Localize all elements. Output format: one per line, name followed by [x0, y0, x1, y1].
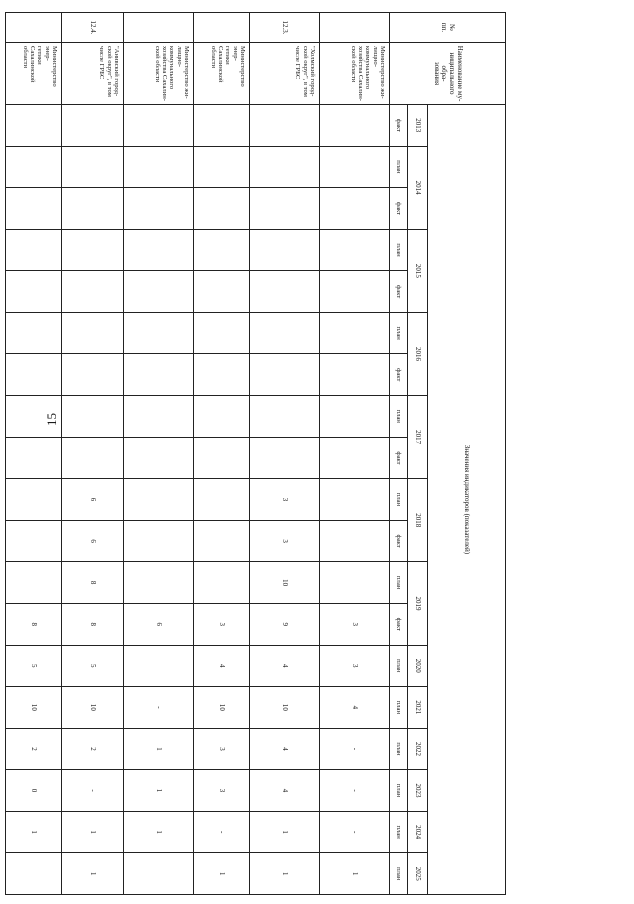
header-year: 2023	[408, 770, 428, 812]
table-row	[124, 13, 194, 895]
header-values: Значения индикаторов (показателей)	[428, 105, 506, 895]
value-cell: -	[194, 811, 250, 853]
value-cell	[194, 562, 250, 604]
value-cell: 1	[124, 811, 194, 853]
value-cell	[320, 354, 390, 396]
header-year: 2021	[408, 687, 428, 729]
row-name: Министерство жи- лищно- коммунального хозяйства Сахалин- ской области	[124, 43, 194, 105]
header-sub: план	[390, 687, 408, 729]
value-cell: 3	[194, 603, 250, 645]
value-cell	[124, 520, 194, 562]
value-cell	[124, 312, 194, 354]
value-cell: 1	[62, 853, 124, 895]
table-row	[250, 13, 320, 895]
value-cell	[124, 437, 194, 479]
value-cell: 3	[250, 479, 320, 521]
value-cell: 8	[62, 603, 124, 645]
value-cell	[250, 188, 320, 230]
indicator-table-wrapper	[22, 12, 506, 894]
header-sub: факт	[390, 437, 408, 479]
value-cell: 4	[250, 770, 320, 812]
value-cell	[250, 271, 320, 313]
value-cell: 5	[62, 645, 124, 687]
header-year: 2017	[408, 396, 428, 479]
indicator-table	[5, 12, 506, 895]
value-cell	[6, 312, 62, 354]
row-number	[320, 13, 390, 43]
value-cell	[124, 853, 194, 895]
header-sub: план	[390, 479, 408, 521]
value-cell	[124, 229, 194, 271]
value-cell: 10	[6, 687, 62, 729]
header-year: 2013	[408, 105, 428, 147]
value-cell	[6, 271, 62, 313]
value-cell: 6	[124, 603, 194, 645]
value-cell	[6, 188, 62, 230]
value-cell	[6, 853, 62, 895]
value-cell	[124, 146, 194, 188]
value-cell: 6	[62, 520, 124, 562]
value-cell: -	[320, 770, 390, 812]
row-number	[124, 13, 194, 43]
value-cell: 10	[250, 687, 320, 729]
header-sub: план	[390, 811, 408, 853]
value-cell: 2	[62, 728, 124, 770]
header-sub: план	[390, 562, 408, 604]
value-cell	[194, 229, 250, 271]
value-cell: -	[62, 770, 124, 812]
value-cell	[194, 188, 250, 230]
value-cell	[62, 188, 124, 230]
value-cell	[194, 479, 250, 521]
value-cell	[320, 146, 390, 188]
row-name: Министерство жи- лищно- коммунального хозяйства Сахалин- ской области	[320, 43, 390, 105]
value-cell	[320, 105, 390, 147]
value-cell: 6	[62, 479, 124, 521]
value-cell: 5	[6, 645, 62, 687]
row-name: "Анивский город- ской округ", в том числе ГРБС	[62, 43, 124, 105]
value-cell: 4	[194, 645, 250, 687]
value-cell: 1	[124, 728, 194, 770]
header-sub: факт	[390, 271, 408, 313]
value-cell	[320, 396, 390, 438]
value-cell: 3	[320, 603, 390, 645]
header-sub: факт	[390, 520, 408, 562]
value-cell	[62, 229, 124, 271]
value-cell	[194, 396, 250, 438]
header-sub: план	[390, 853, 408, 895]
value-cell: -	[124, 687, 194, 729]
value-cell	[250, 396, 320, 438]
value-cell: 8	[62, 562, 124, 604]
value-cell: 1	[250, 853, 320, 895]
value-cell: 10	[62, 687, 124, 729]
value-cell	[250, 229, 320, 271]
header-year: 2024	[408, 811, 428, 853]
header-sub: факт	[390, 354, 408, 396]
value-cell	[250, 105, 320, 147]
value-cell: 3	[250, 520, 320, 562]
value-cell: 1	[124, 770, 194, 812]
value-cell: 4	[250, 645, 320, 687]
value-cell: 1	[6, 811, 62, 853]
value-cell: 9	[250, 603, 320, 645]
value-cell: 10	[194, 687, 250, 729]
value-cell	[250, 146, 320, 188]
value-cell	[62, 354, 124, 396]
header-sub: план	[390, 645, 408, 687]
value-cell	[6, 105, 62, 147]
page-number: 15	[44, 413, 59, 426]
header-sub: план	[390, 229, 408, 271]
value-cell	[320, 188, 390, 230]
value-cell	[124, 271, 194, 313]
value-cell	[194, 437, 250, 479]
value-cell	[6, 562, 62, 604]
row-name: Министерство энер- гетики Сахалинской области	[194, 43, 250, 105]
header-sub: факт	[390, 105, 408, 147]
value-cell: 3	[194, 728, 250, 770]
value-cell	[6, 229, 62, 271]
row-name: Министерство энер- гетики Сахалинской области	[6, 43, 62, 105]
value-cell	[62, 105, 124, 147]
value-cell	[6, 479, 62, 521]
value-cell	[320, 229, 390, 271]
value-cell	[250, 354, 320, 396]
value-cell	[250, 437, 320, 479]
row-name: "Холмский город- ской округ", в том числе ГРБС	[250, 43, 320, 105]
header-year: 2018	[408, 479, 428, 562]
value-cell: 8	[6, 603, 62, 645]
value-cell	[124, 354, 194, 396]
value-cell: 1	[194, 853, 250, 895]
header-sub: план	[390, 146, 408, 188]
value-cell	[320, 271, 390, 313]
value-cell	[124, 105, 194, 147]
value-cell: 1	[250, 811, 320, 853]
value-cell: 4	[320, 687, 390, 729]
value-cell: -	[320, 811, 390, 853]
header-year: 2020	[408, 645, 428, 687]
value-cell	[6, 354, 62, 396]
value-cell	[6, 146, 62, 188]
value-cell	[320, 479, 390, 521]
header-year: 2025	[408, 853, 428, 895]
value-cell	[194, 312, 250, 354]
value-cell	[320, 312, 390, 354]
header-sub: план	[390, 728, 408, 770]
value-cell	[194, 354, 250, 396]
value-cell: 3	[320, 645, 390, 687]
value-cell	[62, 146, 124, 188]
value-cell	[320, 437, 390, 479]
table-body	[6, 13, 390, 895]
value-cell	[194, 271, 250, 313]
value-cell	[194, 105, 250, 147]
row-number	[6, 13, 62, 43]
value-cell: 1	[62, 811, 124, 853]
header-year: 2019	[408, 562, 428, 645]
row-number: 12.3.	[250, 13, 320, 43]
header-sub: план	[390, 770, 408, 812]
header-year: 2022	[408, 728, 428, 770]
table-row	[320, 13, 390, 895]
header-year: 2015	[408, 229, 428, 312]
value-cell	[124, 562, 194, 604]
value-cell	[124, 188, 194, 230]
value-cell: 2	[6, 728, 62, 770]
row-number	[194, 13, 250, 43]
table-row	[6, 13, 62, 895]
value-cell: 0	[6, 770, 62, 812]
value-cell	[6, 396, 62, 438]
header-sub: план	[390, 396, 408, 438]
value-cell	[194, 520, 250, 562]
value-cell	[124, 645, 194, 687]
value-cell: 4	[250, 728, 320, 770]
value-cell	[194, 146, 250, 188]
table-header	[390, 13, 506, 895]
value-cell	[62, 396, 124, 438]
value-cell: 1	[320, 853, 390, 895]
table-row	[62, 13, 124, 895]
value-cell	[124, 479, 194, 521]
value-cell	[320, 520, 390, 562]
row-number: 12.4.	[62, 13, 124, 43]
value-cell	[62, 437, 124, 479]
value-cell	[62, 271, 124, 313]
table-row	[194, 13, 250, 895]
header-name: Наименование му- ниципального обра- зования	[390, 43, 506, 105]
header-year: 2016	[408, 312, 428, 395]
value-cell	[124, 396, 194, 438]
header-year: 2014	[408, 146, 428, 229]
value-cell: 3	[194, 770, 250, 812]
header-sub: факт	[390, 603, 408, 645]
value-cell	[62, 312, 124, 354]
value-cell	[320, 562, 390, 604]
value-cell	[250, 312, 320, 354]
value-cell	[6, 520, 62, 562]
header-sub: план	[390, 312, 408, 354]
value-cell: -	[320, 728, 390, 770]
value-cell	[6, 437, 62, 479]
header-number: № пп.	[390, 13, 506, 43]
value-cell: 10	[250, 562, 320, 604]
header-sub: факт	[390, 188, 408, 230]
